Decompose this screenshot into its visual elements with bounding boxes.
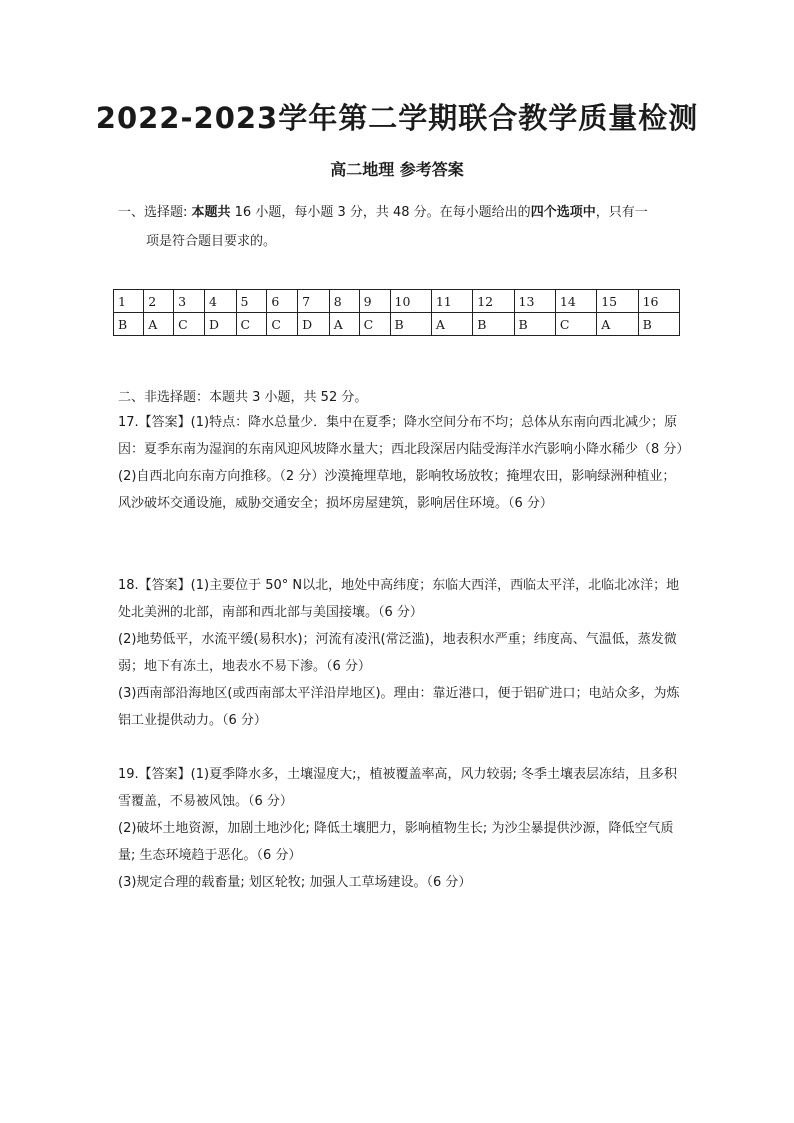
- question-number-cell: 1: [114, 290, 144, 313]
- question-19-answer: [118, 761, 686, 896]
- answer-cell: C: [236, 313, 267, 336]
- section-1-text-a: 16 小题，每小题 3 分，共 48 分。在每小题给出的: [230, 205, 531, 220]
- section-1-bold-four: 四个选项中: [530, 205, 596, 220]
- question-number-cell: 4: [204, 290, 236, 313]
- section-1-prefix: 一、选择题:: [118, 205, 192, 220]
- answer-cell: C: [174, 313, 205, 336]
- answer-table: [113, 289, 680, 336]
- question-17-answer: [118, 409, 690, 517]
- answer-cell: B: [114, 313, 144, 336]
- question-number-cell: 14: [555, 290, 596, 313]
- question-number-cell: 9: [359, 290, 390, 313]
- answer-cell: C: [267, 313, 298, 336]
- q18-part-3: (3)西南部沿海地区(或西南部太平洋沿岸地区)。理由：靠近港口，便于铝矿进口；电站众多，为炼铝工业提供动力。（6 分）: [118, 686, 680, 728]
- answer-cell: D: [204, 313, 236, 336]
- question-number-cell: 8: [329, 290, 359, 313]
- answer-cell: B: [638, 313, 679, 336]
- section-1-line-2: 项是符合题目要求的。: [146, 234, 277, 249]
- question-number-cell: 5: [236, 290, 267, 313]
- answer-cell: A: [329, 313, 359, 336]
- answer-cell: B: [514, 313, 555, 336]
- answer-table-answer-row: [114, 313, 680, 336]
- question-number-cell: 13: [514, 290, 555, 313]
- question-number-cell: 16: [638, 290, 679, 313]
- question-number-cell: 6: [267, 290, 298, 313]
- question-number-cell: 12: [473, 290, 514, 313]
- answer-cell: C: [359, 313, 390, 336]
- question-number-cell: 2: [144, 290, 174, 313]
- answer-cell: C: [555, 313, 596, 336]
- section-2-heading: 二、非选择题：本题共 3 小题，共 52 分。: [118, 390, 368, 405]
- question-18-answer: [118, 572, 686, 734]
- answer-cell: D: [298, 313, 330, 336]
- answer-cell: B: [473, 313, 514, 336]
- question-number-cell: 11: [431, 290, 472, 313]
- q18-part-2: (2)地势低平，水流平缓(易积水)；河流有凌汛(常泛滥)，地表积水严重；纬度高、气温低，蒸发微弱；地下有冻土，地表水不易下渗。（6 分）: [118, 632, 677, 674]
- question-number-cell: 7: [298, 290, 330, 313]
- answer-table-number-row: [114, 290, 680, 313]
- q17-part-2: (2)自西北向东南方向推移。（2 分）沙漠掩埋草地，影响牧场放牧；掩埋农田，影响绿洲种植业；风沙破坏交通设施，威胁交通安全；损坏房屋建筑，影响居住环境。（6 分）: [118, 469, 676, 511]
- document-subtitle: 高二地理 参考答案: [330, 160, 464, 179]
- q18-part-1: 18.【答案】(1)主要位于 50° N以北，地处中高纬度；东临大西洋，西临太平洋，北临北冰洋；地处北美洲的北部，南部和西北部与美国接壤。（6 分）: [118, 578, 680, 620]
- answer-cell: B: [390, 313, 431, 336]
- document-title: 2022-2023学年第二学期联合教学质量检测: [95, 101, 699, 135]
- section-1-bold-text: 本题共: [191, 205, 231, 220]
- q19-part-2: (2)破坏土地资源，加剧土地沙化; 降低土壤肥力，影响植物生长; 为沙尘暴提供沙源，降低空气质量; 生态环境趋于恶化。（6 分）: [118, 821, 674, 863]
- q19-part-1: 19.【答案】(1)夏季降水多，土壤湿度大;，植被覆盖率高，风力较弱; 冬季土壤表层冻结，且多积雪覆盖，不易被风蚀。（6 分）: [118, 767, 677, 809]
- answer-cell: A: [431, 313, 472, 336]
- section-1-instructions: [118, 198, 688, 256]
- question-number-cell: 3: [174, 290, 205, 313]
- section-1-text-b: ，只有一: [595, 205, 648, 220]
- answer-cell: A: [144, 313, 174, 336]
- answer-cell: A: [597, 313, 638, 336]
- q17-part-1: 17.【答案】(1)特点：降水总量少．集中在夏季；降水空间分布不均；总体从东南向西北减少；原因：夏季东南为湿润的东南风迎风坡降水量大；西北段深居内陆受海洋水汽影响小降水稀少（8 分）: [118, 415, 690, 457]
- question-number-cell: 10: [390, 290, 431, 313]
- q19-part-3: (3)规定合理的载畜量; 划区轮牧; 加强人工草场建设。（6 分）: [118, 875, 472, 890]
- question-number-cell: 15: [597, 290, 638, 313]
